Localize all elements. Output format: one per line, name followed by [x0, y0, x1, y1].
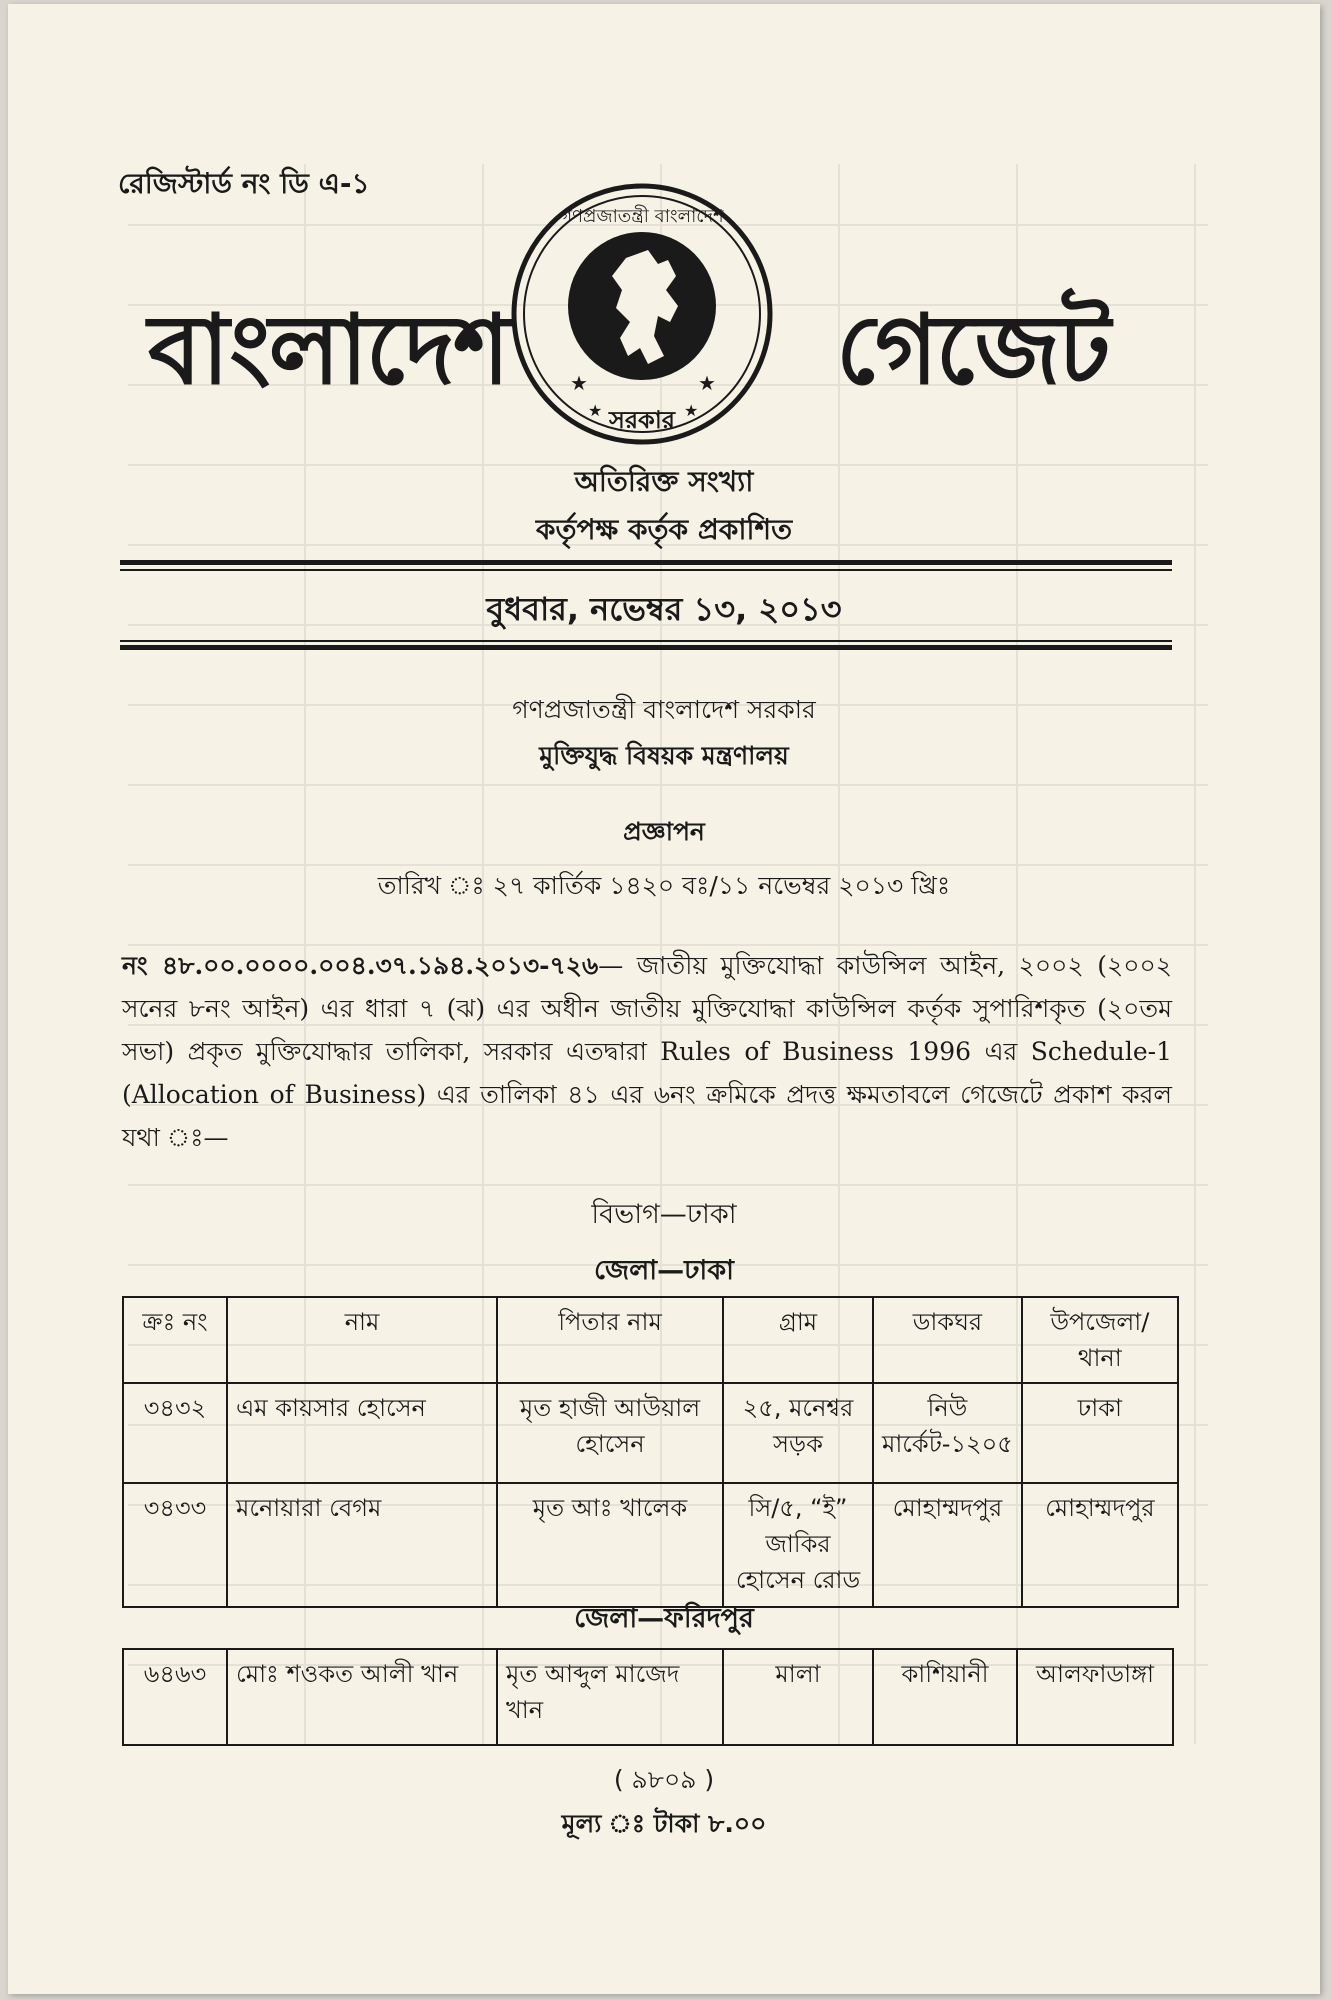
- published-by-authority: কর্তৃপক্ষ কর্তৃক প্রকাশিত: [535, 513, 793, 546]
- government-name: গণপ্রজাতন্ত্রী বাংলাদেশ সরকার: [512, 695, 816, 724]
- header-upazila: উপজেলা/থানা: [1022, 1297, 1178, 1383]
- seal-text-bottom: সরকার: [608, 406, 676, 434]
- table-header-row: [123, 1297, 1178, 1383]
- seal-text-top: গণপ্রজাতন্ত্রী বাংলাদেশ: [560, 206, 724, 227]
- government-seal-icon: [508, 180, 776, 448]
- notice-reference-number: নং ৪৮.০০.০০০০.০০৪.৩৭.১৯৪.২০১৩-৭২৬: [122, 951, 599, 980]
- price-label: মূল্য ঃ টাকা ৮.০০: [561, 1809, 767, 1838]
- cell-post-office: মোহাম্মদপুর: [873, 1483, 1022, 1607]
- header-serial: ক্রঃ নং: [123, 1297, 227, 1383]
- extra-issue-label: অতিরিক্ত সংখ্যা: [574, 465, 754, 498]
- cell-village: ২৫, মনেশ্বর সড়ক: [723, 1383, 873, 1483]
- table-row: [123, 1649, 1173, 1745]
- page-number: ( ৯৮০৯ ): [613, 1765, 715, 1794]
- freedom-fighter-table-faridpur: [122, 1648, 1174, 1746]
- cell-post-office: নিউ মার্কেট-১২০৫: [873, 1383, 1022, 1483]
- cell-upazila: আলফাডাঙ্গা: [1017, 1649, 1173, 1745]
- cell-father: মৃত আঃ খালেক: [497, 1483, 723, 1607]
- gazette-title-bangladesh: বাংলাদেশ: [148, 294, 508, 406]
- gazette-page: [8, 4, 1320, 1994]
- district-heading-dhaka: জেলা—ঢাকা: [594, 1255, 734, 1286]
- freedom-fighter-table-dhaka: [122, 1296, 1179, 1608]
- gazette-title-gazette: গেজেট: [836, 294, 1109, 406]
- publication-date: বুধবার, নভেম্বর ১৩, ২০১৩: [486, 590, 842, 628]
- notice-body-text: — জাতীয় মুক্তিযোদ্ধা কাউন্সিল আইন, ২০০২ (২০০২ সনের ৮নং আইন) এর ধারা ৭ (ঝ) এর অধীন জাতীয় মুক্তিযোদ্ধা কাউন্সিল কর্তৃক সুপারিশকৃত (২০তম সভা) প্রকৃত মুক্তিযোদ্ধার তালিকা, সরকার এতদ্বারা Rules of Business 1996 এর Schedule-1 (Allocation of Business) এর তালিকা ৪১ এর ৬নং ক্রমিকে প্রদত্ত ক্ষমতাবলে গেজেটে প্রকাশ করল যথা ঃ—: [122, 951, 1172, 1152]
- header-father: পিতার নাম: [497, 1297, 723, 1383]
- header-village: গ্রাম: [723, 1297, 873, 1383]
- cell-post-office: কাশিয়ানী: [873, 1649, 1017, 1745]
- cell-upazila: মোহাম্মদপুর: [1022, 1483, 1178, 1607]
- table-row: [123, 1483, 1178, 1607]
- notice-title: প্রজ্ঞাপন: [623, 817, 705, 846]
- double-rule-top-thin: [120, 569, 1172, 571]
- table-row: [123, 1383, 1178, 1483]
- svg-text:★: ★: [684, 401, 699, 420]
- district-heading-faridpur: জেলা—ফরিদপুর: [574, 1603, 754, 1634]
- cell-village: সি/৫, “ই” জাকির হোসেন রোড: [723, 1483, 873, 1607]
- svg-text:★: ★: [570, 371, 588, 395]
- cell-name: এম কায়সার হোসেন: [227, 1383, 497, 1483]
- header-post-office: ডাকঘর: [873, 1297, 1022, 1383]
- svg-text:★: ★: [698, 371, 716, 395]
- notice-date: তারিখ ঃ ২৭ কার্তিক ১৪২০ বঃ/১১ নভেম্বর ২০১৩ খ্রিঃ: [377, 871, 951, 900]
- cell-serial: ৬৪৬৩: [123, 1649, 227, 1745]
- division-heading: বিভাগ—ঢাকা: [591, 1199, 737, 1230]
- cell-name: মনোয়ারা বেগম: [227, 1483, 497, 1607]
- cell-father: মৃত হাজী আউয়াল হোসেন: [497, 1383, 723, 1483]
- cell-village: মালা: [723, 1649, 873, 1745]
- cell-father: মৃত আব্দুল মাজেদ খান: [497, 1649, 723, 1745]
- cell-name: মোঃ শওকত আলী খান: [227, 1649, 497, 1745]
- registration-number: রেজিস্টার্ড নং ডি এ-১: [118, 167, 370, 200]
- cell-serial: ৩৪৩৩: [123, 1483, 227, 1607]
- svg-text:★: ★: [588, 401, 603, 420]
- double-rule-bottom-thin: [120, 640, 1172, 642]
- cell-upazila: ঢাকা: [1022, 1383, 1178, 1483]
- double-rule-top-thick: [120, 560, 1172, 565]
- ministry-name: মুক্তিযুদ্ধ বিষয়ক মন্ত্রণালয়: [539, 741, 789, 770]
- header-name: নাম: [227, 1297, 497, 1383]
- double-rule-bottom-thick: [120, 645, 1172, 650]
- notice-body: [122, 944, 1172, 1159]
- cell-serial: ৩৪৩২: [123, 1383, 227, 1483]
